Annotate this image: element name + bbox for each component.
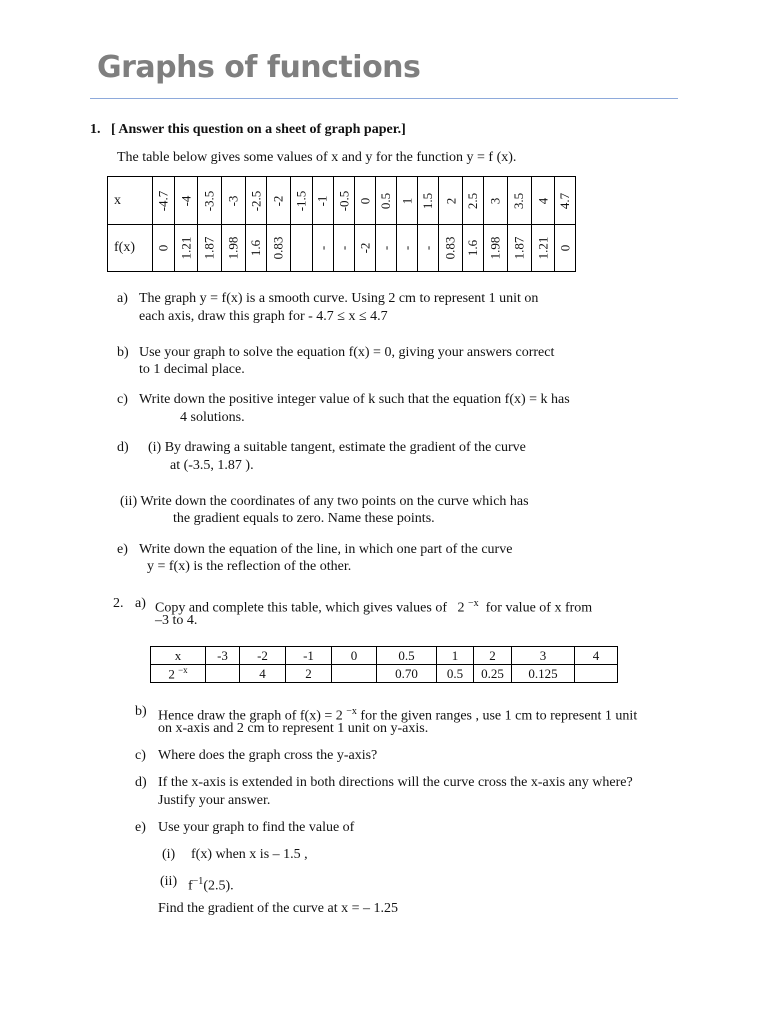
- q2e-line1: Use your graph to find the value of: [158, 820, 355, 835]
- x-value: -3.5: [201, 190, 217, 211]
- fx-cell: [355, 225, 376, 272]
- q1d-line1: (i) By drawing a suitable tangent, estimate the gradient of the curve: [148, 440, 526, 455]
- q2b-letter: b): [135, 704, 147, 719]
- x-value: 2: [442, 197, 458, 204]
- fx-cell: [245, 225, 267, 272]
- powers-x-cell: -2: [240, 647, 286, 665]
- x-cell: [531, 177, 555, 225]
- fx-cell: [484, 225, 508, 272]
- x-value: 1: [399, 197, 415, 204]
- q2e-letter: e): [135, 820, 146, 835]
- fx-value: -: [399, 245, 415, 251]
- q1a-line1: The graph y = f(x) is a smooth curve. Using 2 cm to represent 1 unit on: [139, 291, 539, 306]
- q2c-letter: c): [135, 748, 146, 763]
- fx-cell: [376, 225, 397, 272]
- powers-y-cell: 0.125: [512, 665, 575, 683]
- fx-cell: [198, 225, 222, 272]
- fx-value: 1.21: [177, 236, 193, 260]
- q2d-line2: Justify your answer.: [158, 793, 271, 808]
- fx-cell: [222, 225, 246, 272]
- q1a-line2: each axis, draw this graph for - 4.7 ≤ x ≤ 4.7: [139, 309, 388, 324]
- q1d-line2: at (-3.5, 1.87 ).: [170, 458, 254, 473]
- q1-number: 1.: [90, 122, 101, 137]
- q2a-exponent: −x: [468, 598, 479, 609]
- fx-cell: [439, 225, 463, 272]
- fx-cell: [555, 225, 576, 272]
- fx-value: -: [336, 245, 352, 251]
- q1a-letter: a): [117, 291, 128, 306]
- fx-value: -2: [357, 242, 373, 254]
- x-value: 4: [535, 197, 550, 204]
- powers-y-cell: [575, 665, 618, 683]
- q2d-letter: d): [135, 775, 147, 790]
- fx-cell: [507, 225, 531, 272]
- q1b-line1: Use your graph to solve the equation f(x) = 0, giving your answers correct: [139, 345, 555, 360]
- powers-y-label: [151, 665, 206, 683]
- q2b-line2: on x-axis and 2 cm to represent 1 unit on y-axis.: [158, 721, 429, 736]
- fx-value: -: [378, 245, 394, 251]
- fx-value: 1.87: [201, 236, 217, 260]
- x-cell: [198, 177, 222, 225]
- fx-cell: [463, 225, 484, 272]
- fx-cell: [531, 225, 555, 272]
- x-cell: [355, 177, 376, 225]
- fx-value: 0.83: [270, 236, 286, 260]
- q2ei-text: f(x) when x is – 1.5 ,: [191, 847, 308, 862]
- x-cell: [418, 177, 439, 225]
- fx-cell: [174, 225, 198, 272]
- powers-x-cell: 3: [512, 647, 575, 665]
- x-value: -4.7: [155, 190, 171, 211]
- x-row: [108, 177, 576, 225]
- fx-row-label: f(x): [108, 225, 153, 272]
- x-cell: [222, 177, 246, 225]
- powers-y-base: 2: [168, 666, 175, 682]
- powers-x-cell: -3: [206, 647, 240, 665]
- q2a-letter: a): [135, 596, 146, 611]
- x-cell: [312, 177, 333, 225]
- powers-x-cell: 0.5: [377, 647, 437, 665]
- x-value: 0.5: [378, 192, 394, 209]
- powers-x-cell: 2: [474, 647, 512, 665]
- x-value: 0: [357, 197, 373, 204]
- q1b-letter: b): [117, 345, 129, 360]
- x-cell: [291, 177, 313, 225]
- q1e-line1: Write down the equation of the line, in which one part of the curve: [139, 542, 513, 557]
- x-cell: [333, 177, 355, 225]
- q2-number: 2.: [113, 596, 124, 611]
- fx-row: [108, 225, 576, 272]
- q2b-text-end: for the given ranges , use 1 cm to represent 1 unit: [360, 708, 638, 724]
- x-cell: [153, 177, 175, 225]
- fx-value: -: [314, 245, 330, 251]
- powers-y-cell: 2: [286, 665, 332, 683]
- powers-y-exponent: −x: [178, 665, 188, 675]
- powers-y-cell: 0.25: [474, 665, 512, 683]
- powers-x-cell: 4: [575, 647, 618, 665]
- q2b-exponent: −x: [346, 706, 357, 717]
- x-value: -0.5: [336, 190, 352, 211]
- x-value: -2: [270, 195, 286, 206]
- q2b-text: Hence draw the graph of f(x) = 2: [158, 708, 343, 724]
- powers-x-row: [151, 647, 618, 665]
- q1e-letter: e): [117, 542, 128, 557]
- q2eii-arg: (2.5).: [203, 878, 234, 894]
- x-value: -1.5: [293, 190, 309, 211]
- q1c-letter: c): [117, 392, 128, 407]
- q1c-line2: 4 solutions.: [180, 410, 245, 425]
- powers-table: [150, 646, 618, 683]
- q1-intro: The table below gives some values of x and y for the function y = f (x).: [117, 150, 517, 165]
- x-cell: [376, 177, 397, 225]
- q2a-text: Copy and complete this table, which gives values of: [155, 600, 447, 616]
- x-cell: [397, 177, 418, 225]
- fx-cell: [333, 225, 355, 272]
- powers-y-cell: [332, 665, 377, 683]
- x-cell: [174, 177, 198, 225]
- q2eii-f: f: [188, 878, 193, 894]
- x-cell: [507, 177, 531, 225]
- title-underline: [90, 98, 678, 99]
- powers-y-cell: 0.70: [377, 665, 437, 683]
- q1b-line2: to 1 decimal place.: [139, 362, 245, 377]
- powers-y-cell: [206, 665, 240, 683]
- x-row-label: x: [108, 177, 153, 225]
- q1-heading: [ Answer this question on a sheet of graph paper.]: [111, 122, 406, 137]
- q2a-line2: –3 to 4.: [155, 613, 198, 628]
- x-cell: [245, 177, 267, 225]
- fx-cell: [291, 225, 313, 272]
- fx-value: 0: [155, 244, 171, 252]
- fx-cell: [418, 225, 439, 272]
- x-value: 1.5: [420, 192, 436, 209]
- q2a-text-end: for value of x from: [485, 600, 593, 616]
- x-value: 4.7: [557, 192, 573, 209]
- fx-value: 1.98: [225, 236, 241, 260]
- fx-cell: [267, 225, 291, 272]
- fx-value: 1.87: [511, 236, 527, 260]
- q1dii-line2: the gradient equals to zero. Name these points.: [173, 511, 435, 526]
- fx-cell: [397, 225, 418, 272]
- x-value: 3: [487, 197, 503, 204]
- powers-y-cell: 0.5: [437, 665, 474, 683]
- q1d-letter: d): [117, 440, 129, 455]
- x-value: 3.5: [511, 192, 527, 209]
- x-cell: [439, 177, 463, 225]
- x-value: 2.5: [465, 192, 481, 209]
- fx-cell: [153, 225, 175, 272]
- fx-value: 1.6: [465, 239, 481, 257]
- q1c-line1: Write down the positive integer value of k such that the equation f(x) = k has: [139, 392, 570, 407]
- fx-value: 0.83: [442, 236, 458, 260]
- x-value: -4: [177, 195, 193, 206]
- powers-x-cell: 1: [437, 647, 474, 665]
- fx-value: 1.6: [248, 239, 264, 257]
- q1dii-line1: (ii) Write down the coordinates of any two points on the curve which has: [120, 494, 529, 509]
- powers-y-cell: 4: [240, 665, 286, 683]
- fx-value: 1.21: [535, 236, 550, 260]
- fx-cell: [312, 225, 333, 272]
- x-cell: [463, 177, 484, 225]
- x-cell: [484, 177, 508, 225]
- page-title: Graphs of functions: [97, 50, 421, 85]
- q2c-line1: Where does the graph cross the y-axis?: [158, 748, 378, 763]
- q2ei-label: (i): [162, 847, 176, 862]
- q2eii-text: [188, 873, 234, 895]
- x-cell: [267, 177, 291, 225]
- fx-value: -: [420, 245, 436, 251]
- q1e-line2: y = f(x) is the reflection of the other.: [147, 559, 352, 574]
- x-cell: [555, 177, 576, 225]
- q2eii-exponent: −1: [192, 876, 204, 887]
- q2d-line1: If the x-axis is extended in both directions will the curve cross the x-axis any where?: [158, 775, 633, 790]
- q2a-base: 2: [457, 600, 465, 616]
- x-value: -3: [225, 195, 241, 206]
- q2-gradient-question: Find the gradient of the curve at x = – 1.25: [158, 901, 399, 916]
- powers-x-label: x: [151, 647, 206, 665]
- fx-value: 1.98: [487, 236, 503, 260]
- powers-y-row: [151, 665, 618, 683]
- powers-x-cell: -1: [286, 647, 332, 665]
- fx-value: 0: [557, 244, 573, 252]
- powers-x-cell: 0: [332, 647, 377, 665]
- q2a-line1: [155, 595, 592, 617]
- x-value: -2.5: [248, 190, 264, 211]
- q2eii-label: (ii): [160, 874, 178, 889]
- function-values-table: [107, 176, 576, 272]
- x-value: -1: [314, 195, 330, 206]
